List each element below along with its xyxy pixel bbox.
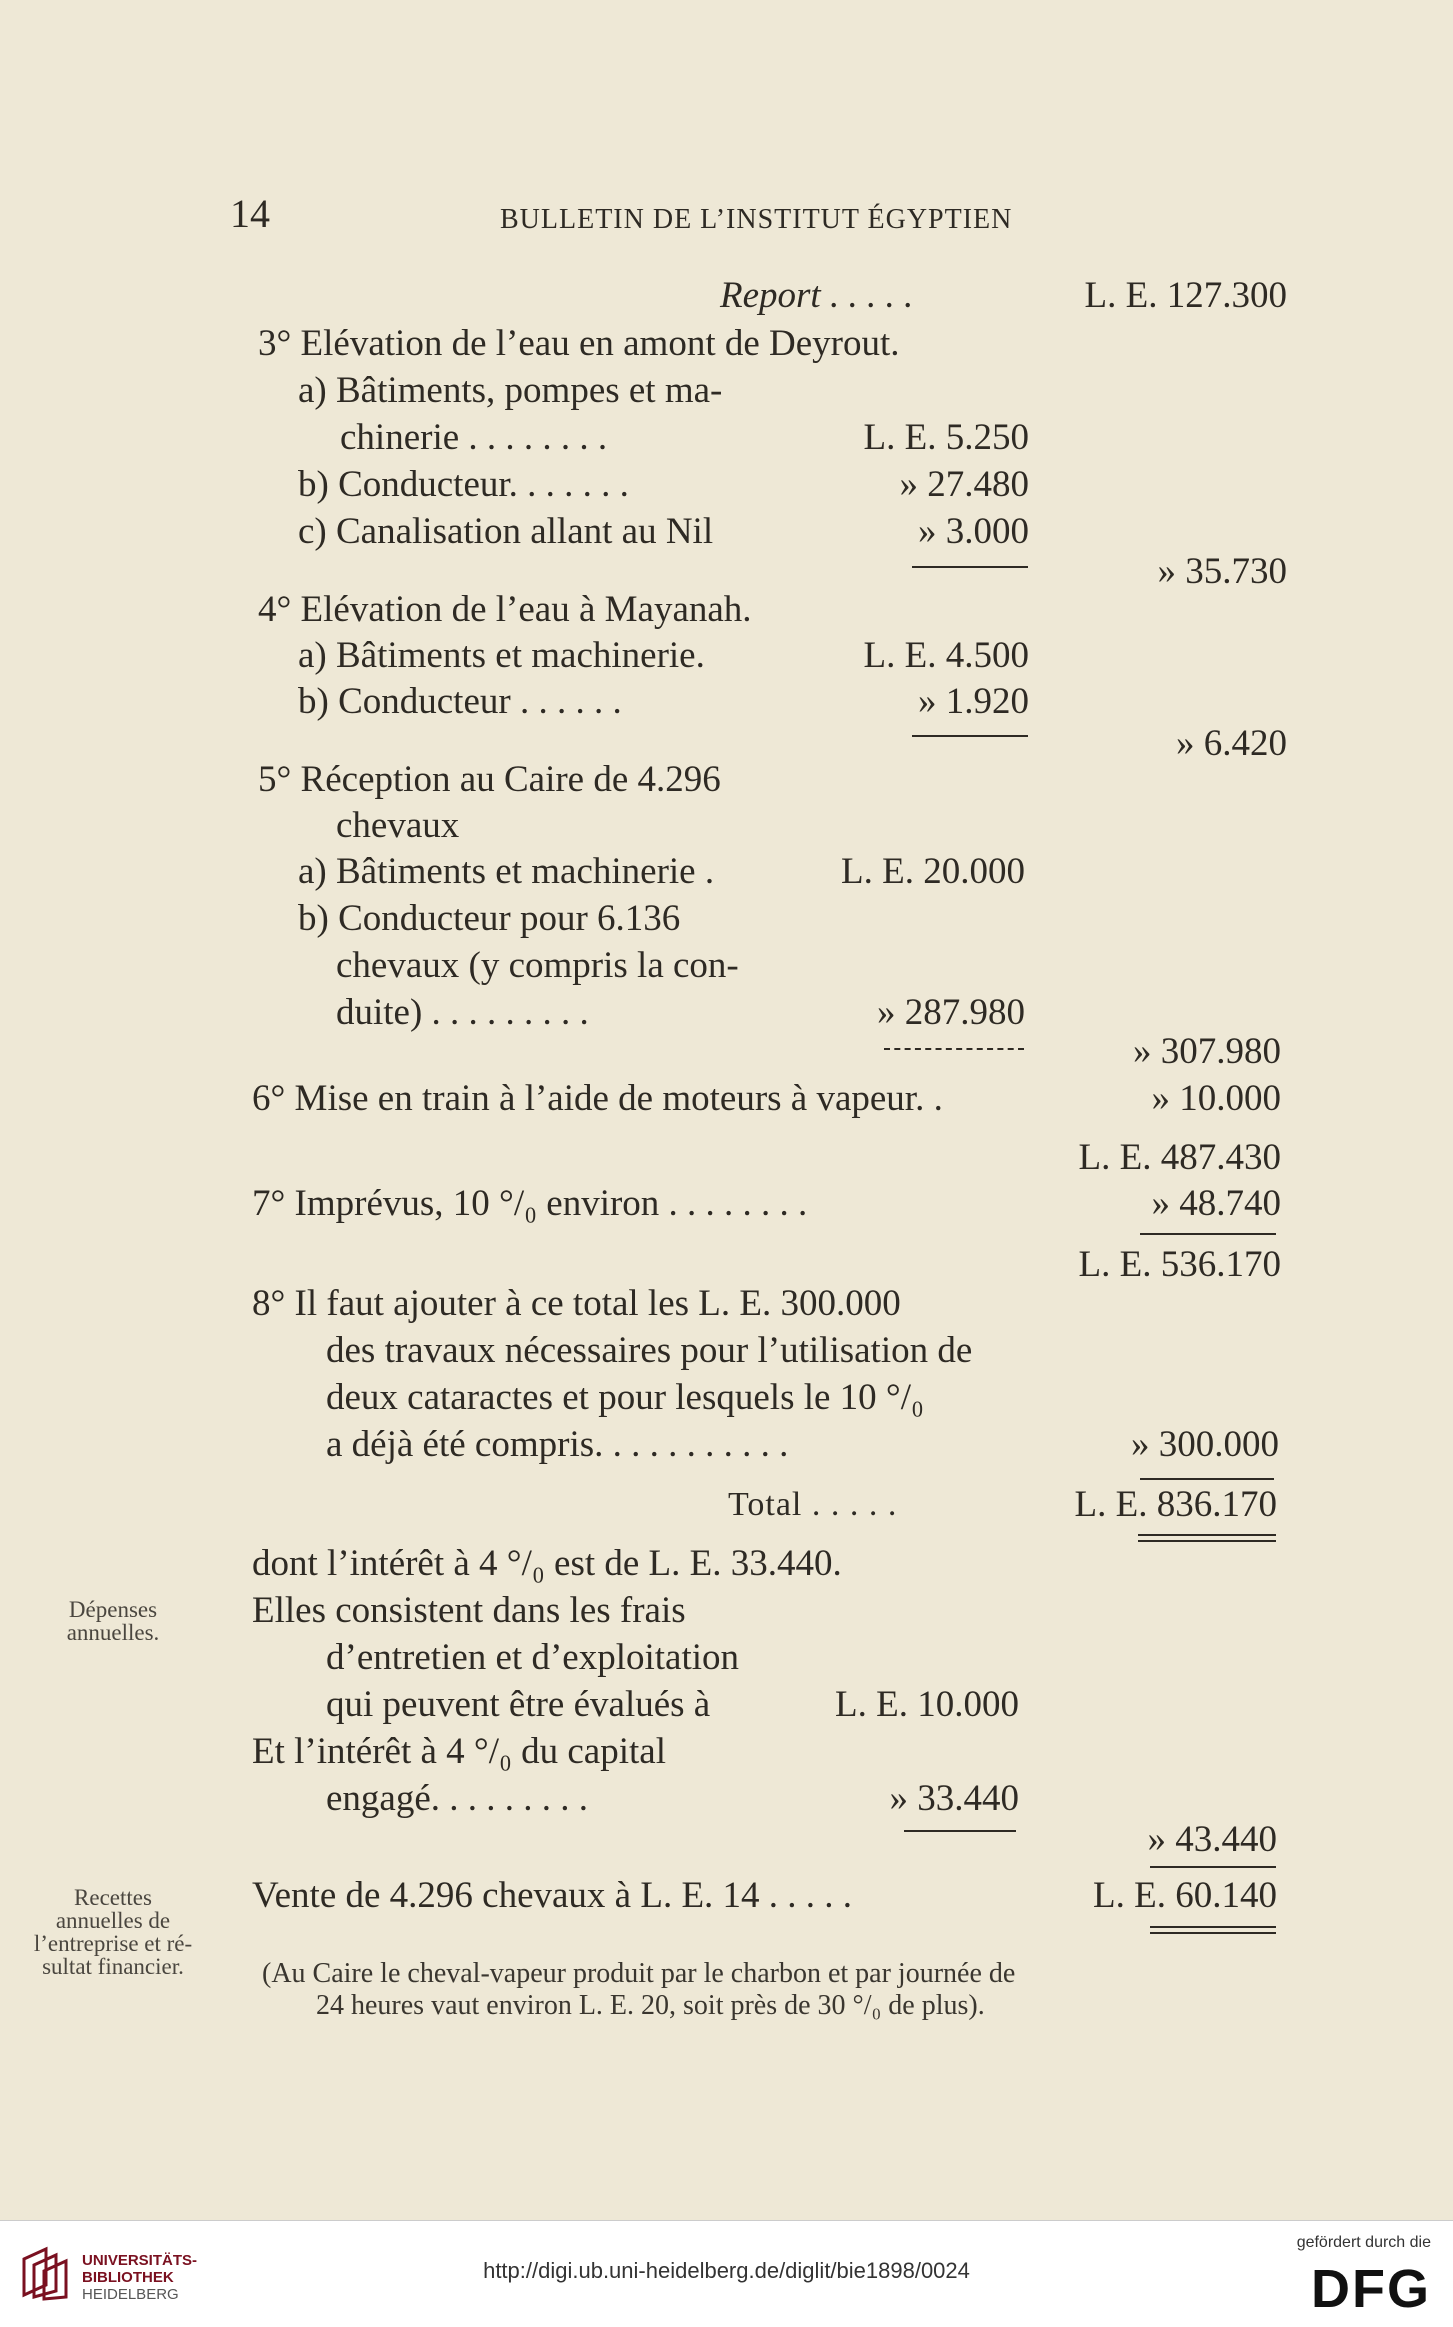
s5-title-line1: 5° Réception au Caire de 4.296	[258, 759, 721, 800]
margin-recettes-line1: Recettes	[74, 1885, 152, 1910]
margin-recettes-line2: annuelles de	[55, 1908, 171, 1933]
s3-b: b) Conducteur. . . . . . .	[298, 464, 629, 505]
s8-line4: a déjà été compris. . . . . . . . . . .	[326, 1424, 789, 1465]
subtotal-1: L. E. 487.430	[1078, 1137, 1281, 1178]
margin-recettes-line3: l’entreprise et ré-	[33, 1931, 193, 1956]
vente-double-rule	[1150, 1926, 1276, 1934]
s3-a-line2: chinerie . . . . . . . .	[340, 417, 608, 458]
dfg-logo[interactable]: DFG	[1311, 2259, 1431, 2319]
library-name-line3: HEIDELBERG	[82, 2286, 179, 2303]
report-label: Report . . . . .	[720, 275, 914, 316]
funded-by-label: gefördert durch die	[1296, 2234, 1431, 2251]
s3-a-line1: a) Bâtiments, pompes et ma-	[298, 370, 723, 411]
s3-a-value: L. E. 5.250	[863, 417, 1029, 458]
page-number: 14	[230, 191, 270, 236]
s8-rule	[1140, 1478, 1274, 1480]
s5-a-value: L. E. 20.000	[841, 851, 1025, 892]
s3-c-value: » 3.000	[918, 511, 1029, 552]
depenses-line4: Et l’intérêt à 4 °/₀ du capital	[252, 1731, 666, 1772]
s5-a: a) Bâtiments et machinerie .	[298, 851, 715, 892]
s8-line3: deux cataractes et pour lesquels le 10 °/₀	[326, 1377, 924, 1418]
depenses-value-2: » 33.440	[889, 1778, 1019, 1819]
total-label: Total . . . . .	[728, 1486, 898, 1523]
s3-b-value: » 27.480	[899, 464, 1029, 505]
depenses-value-1: L. E. 10.000	[835, 1684, 1019, 1725]
report-total: L. E. 127.300	[1084, 275, 1287, 316]
s7-value: » 48.740	[1151, 1183, 1281, 1224]
source-url-link[interactable]: http://digi.ub.uni-heidelberg.de/diglit/bie1898/0024	[483, 2258, 970, 2283]
s5-b-line2: chevaux (y compris la con-	[336, 945, 739, 986]
depenses-line2: d’entretien et d’exploitation	[326, 1637, 740, 1678]
margin-depenses-line2: annuelles.	[66, 1620, 160, 1645]
total-value: L. E. 836.170	[1074, 1484, 1277, 1525]
depenses-total-rule	[1150, 1866, 1276, 1868]
depenses-rule	[904, 1830, 1016, 1832]
margin-recettes-line4: sultat financier.	[42, 1954, 184, 1979]
s4-rule	[912, 735, 1028, 737]
s3-title: 3° Elévation de l’eau en amont de Deyrout.	[258, 323, 900, 364]
s4-total: » 6.420	[1176, 723, 1287, 764]
s5-b-line3: duite) . . . . . . . . .	[336, 992, 589, 1033]
footnote-line2: 24 heures vaut environ L. E. 20, soit près de 30 °/₀ de plus).	[316, 1990, 985, 2021]
s5-rule	[884, 1048, 1024, 1050]
total-double-rule	[1138, 1534, 1276, 1542]
s5-b-value: » 287.980	[877, 992, 1025, 1033]
s6-text: 6° Mise en train à l’aide de moteurs à vapeur. .	[252, 1078, 943, 1119]
running-title: BULLETIN DE L’INSTITUT ÉGYPTIEN	[500, 204, 1013, 235]
subtotal-2: L. E. 536.170	[1078, 1244, 1281, 1285]
margin-note-depenses	[28, 1598, 198, 1644]
depenses-line3: qui peuvent être évalués à	[326, 1684, 711, 1725]
s4-a-value: L. E. 4.500	[863, 635, 1029, 676]
s5-total: » 307.980	[1133, 1031, 1281, 1072]
library-name-line2: BIBLIOTHEK	[82, 2269, 174, 2286]
s4-b-value: » 1.920	[918, 681, 1029, 722]
s5-b-line1: b) Conducteur pour 6.136	[298, 898, 681, 939]
s7-rule	[1140, 1233, 1276, 1235]
s6-value: » 10.000	[1151, 1078, 1281, 1119]
s8-line1: 8° Il faut ajouter à ce total les L. E. 300.000	[252, 1283, 901, 1324]
depenses-line1: Elles consistent dans les frais	[252, 1590, 686, 1631]
s4-b: b) Conducteur . . . . . .	[298, 681, 622, 722]
footnote-line1: (Au Caire le cheval-vapeur produit par le charbon et par journée de	[262, 1958, 1016, 1989]
vente-value: L. E. 60.140	[1093, 1875, 1277, 1916]
s8-value: » 300.000	[1131, 1424, 1279, 1465]
s3-c: c) Canalisation allant au Nil	[298, 511, 714, 552]
s5-title-line2: chevaux	[336, 805, 460, 846]
library-name-line1: UNIVERSITÄTS-	[82, 2252, 198, 2269]
s7-text: 7° Imprévus, 10 °/₀ environ . . . . . . . .	[252, 1183, 808, 1224]
s8-line2: des travaux nécessaires pour l’utilisation de	[326, 1330, 973, 1371]
vente-line: Vente de 4.296 chevaux à L. E. 14 . . . . .	[252, 1875, 853, 1916]
depenses-total: » 43.440	[1147, 1819, 1277, 1860]
s3-total: » 35.730	[1157, 551, 1287, 592]
s3-rule	[912, 566, 1028, 568]
depenses-line5: engagé. . . . . . . . .	[326, 1778, 589, 1819]
s4-a: a) Bâtiments et machinerie.	[298, 635, 705, 676]
s4-title: 4° Elévation de l’eau à Mayanah.	[258, 589, 752, 630]
margin-note-recettes	[18, 1886, 208, 1978]
interest-line: dont l’intérêt à 4 °/₀ est de L. E. 33.440.	[252, 1543, 842, 1584]
margin-depenses-line1: Dépenses	[68, 1597, 158, 1622]
